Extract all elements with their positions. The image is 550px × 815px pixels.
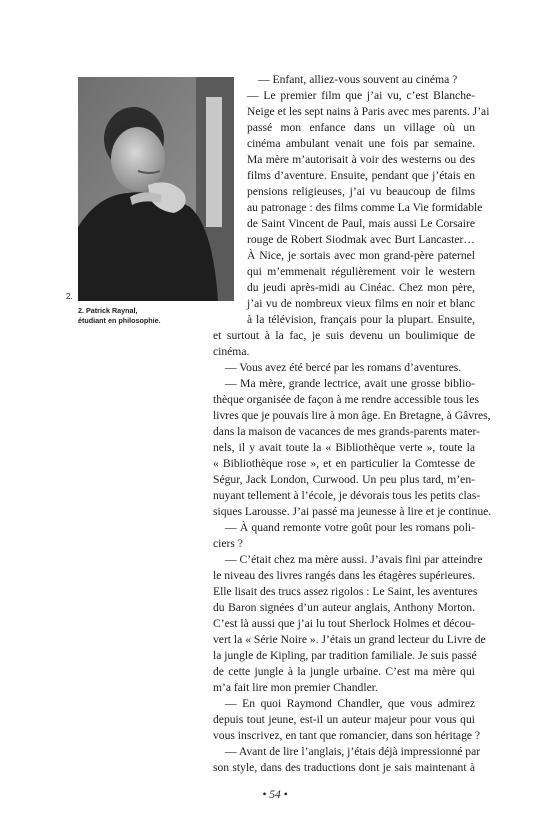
text-line: thèque organisée de façon à me rendre accessible tous les — [213, 393, 480, 406]
text-line: Neige et les sept nains à Paris avec mes parents. J’ai — [247, 105, 490, 118]
text-line: vert la « Série Noire ». J’étais un grand lecteur du Livre de — [213, 633, 486, 646]
text-line: m’a fait lire mon premier Chandler. — [213, 681, 378, 694]
text-line: — À quand remonte votre goût pour les romans poli- — [225, 521, 475, 534]
text-line: — C’était chez ma mère aussi. J’avais fini par atteindre — [225, 553, 483, 566]
text-line: cinéma ambulant venait une fois par semaine. — [247, 137, 475, 150]
caption-line: 2. Patrick Raynal, — [78, 306, 138, 315]
text-line: — Ma mère, grande lectrice, avait une grosse biblio- — [225, 377, 475, 390]
photo-caption — [78, 306, 228, 325]
text-line: siques Larousse. J’ai passé ma jeunesse à lire et je continue. — [213, 505, 492, 518]
text-line: et surtout à la fac, je suis devenu un boulimique de — [213, 329, 475, 342]
text-line: j’ai vu de nombreux vieux films en noir et blanc — [247, 297, 475, 310]
text-line: « Bibliothèque rose », et en particulier la Comtesse de — [213, 457, 475, 470]
text-line: passé mon enfance dans un village où un — [247, 121, 475, 134]
text-line: rouge de Robert Siodmak avec Burt Lancaster… — [247, 233, 475, 246]
text-line: — En quoi Raymond Chandler, que vous admirez — [225, 697, 475, 710]
text-line: Ma mère m’autorisait à voir des westerns ou des — [247, 153, 475, 166]
text-line: son style, dans des traductions dont je sais maintenant à — [213, 761, 475, 774]
text-line: — Avant de lire l’anglais, j’étais déjà impressionné par — [225, 745, 481, 758]
text-line: pensions religieuses, j’ai vu beaucoup de films — [247, 185, 475, 198]
text-line: — Le premier film que j’ai vu, c’est Blanche- — [247, 89, 475, 102]
text-line: C’est là aussi que j’ai lu tout Sherlock Holmes et décou- — [213, 617, 475, 630]
text-line: depuis tout jeune, est-il un auteur majeur pour vous qui — [213, 713, 475, 726]
text-line: vous inscrivez, en tant que romancier, dans son héritage ? — [213, 729, 481, 742]
text-line: du Baron signées d’un auteur anglais, Anthony Morton. — [213, 601, 475, 614]
text-line: — Enfant, alliez-vous souvent au cinéma ? — [258, 73, 458, 86]
text-line: nuyant tellement à l’école, je dévorais tous les petits clas- — [213, 489, 481, 502]
text-line: livres que je pouvais lire à mon âge. En Bretagne, à Gâvres, — [213, 409, 491, 422]
text-line: — Vous avez été bercé par les romans d’aventures. — [225, 361, 462, 374]
text-line: Elle lisait des trucs assez rigolos : Le Saint, les aventures — [213, 585, 478, 598]
text-line: ciers ? — [213, 537, 243, 550]
text-line: du jeudi après-midi au Cinéac. Chez mon père, — [247, 281, 475, 294]
text-line: de cette jungle à la jungle urbaine. C’est ma mère qui — [213, 665, 475, 678]
text-line: Ségur, Jack London, Curwood. Un peu plus tard, m’en- — [213, 473, 475, 486]
page-number: • 54 • — [262, 789, 288, 801]
text-line: qui m’emmenait régulièrement voir le western — [247, 265, 475, 278]
text-line: au patronage : des films comme La Vie formidable — [247, 201, 483, 214]
text-line: la jungle de Kipling, par tradition familiale. Je suis passé — [213, 649, 477, 662]
text-line: cinéma. — [213, 345, 250, 358]
text-line: de Saint Vincent de Paul, mais aussi Le Corsaire — [247, 217, 475, 230]
photo-patrick-raynal — [78, 77, 234, 301]
text-line: films d’aventure. Ensuite, pendant que j’étais en — [247, 169, 475, 182]
text-line: nels, il y avait toute la « Bibliothèque verte », toute la — [213, 441, 475, 454]
text-line: À Nice, je sortais avec mon grand-père paternel — [247, 249, 475, 262]
text-line: à la télévision, français pour la plupart. Ensuite, — [247, 313, 475, 326]
text-line: le niveau des livres rangés dans les étagères supérieures. — [213, 569, 475, 582]
text-line: dans la maison de vacances de mes grands-parents mater- — [213, 425, 480, 438]
caption-line: étudiant en philosophie. — [78, 315, 161, 325]
figure-marker: 2. — [66, 292, 73, 301]
